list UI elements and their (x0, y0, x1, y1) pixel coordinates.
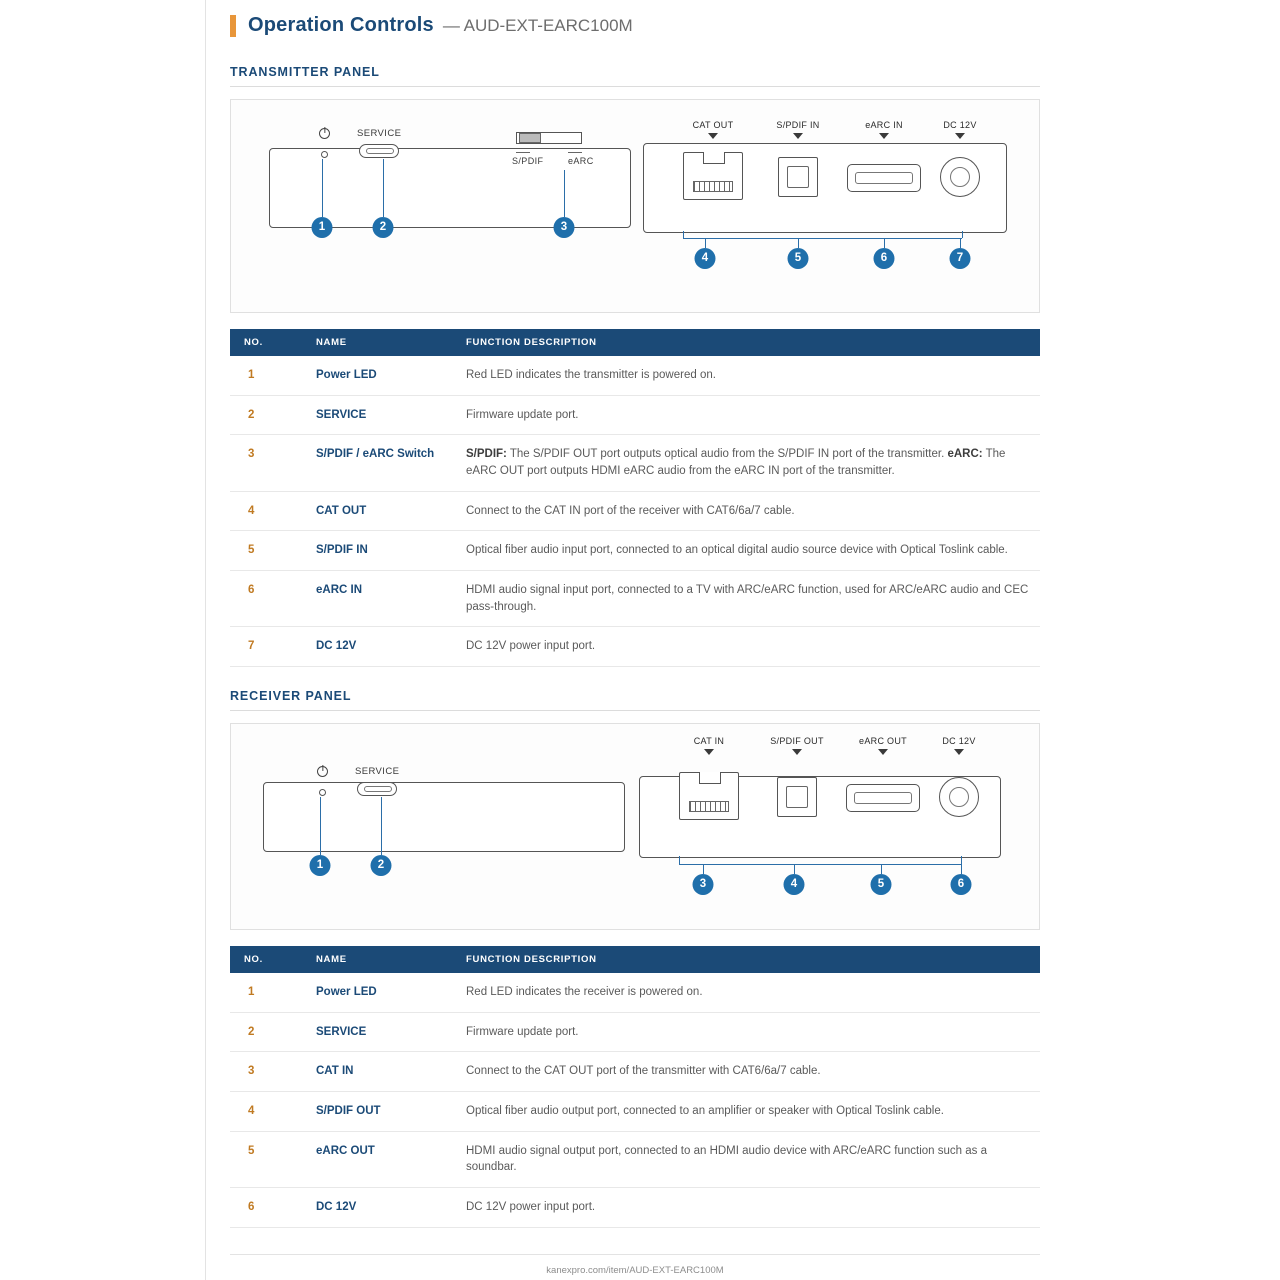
page-footer: kanexpro.com/item/AUD-EXT-EARC100M (230, 1254, 1040, 1276)
callout-arrow-spdif-out-icon (792, 749, 802, 755)
table-row (230, 1092, 1040, 1132)
th-desc-rx: FUNCTION DESCRIPTION (456, 946, 1040, 973)
th-name-tx: NAME (306, 329, 456, 356)
cell-desc: DC 12V power input port. (456, 1188, 1040, 1228)
transmitter-table (230, 329, 1040, 667)
transmitter-section-title: TRANSMITTER PANEL (230, 65, 1040, 87)
callout-arrow-cat-in-icon (704, 749, 714, 755)
page-title: Operation Controls (248, 14, 434, 36)
callout-dc12v-tx: DC 12V (943, 120, 977, 130)
callout-arrow-dc12v-rx-icon (954, 749, 964, 755)
receiver-table (230, 946, 1040, 1228)
leader-4-rx (794, 864, 795, 874)
transmitter-diagram (230, 99, 1040, 313)
cell-desc: HDMI audio signal output port, connected to an HDMI audio device with ARC/eARC function such as a soundbar. (456, 1131, 1040, 1187)
dc12v-jack-rx (939, 777, 979, 817)
cell-no: 4 (230, 1092, 306, 1132)
switch-left-leader (516, 152, 530, 153)
table-row (230, 571, 1040, 627)
bubble-5-tx: 5 (788, 248, 809, 269)
leader-2-rx (381, 797, 382, 855)
cell-no: 5 (230, 1131, 306, 1187)
callout-arrow-spdif-in-icon (793, 133, 803, 139)
cell-no: 4 (230, 491, 306, 531)
cat-out-rj45-port (683, 152, 743, 200)
leader-rail-right-tx (962, 231, 963, 238)
bubble-4-rx: 4 (784, 874, 805, 895)
cell-no: 5 (230, 531, 306, 571)
cell-name: eARC OUT (306, 1131, 456, 1187)
cell-desc: Connect to the CAT OUT port of the transmitter with CAT6/6a/7 cable. (456, 1052, 1040, 1092)
spdif-out-toslink-port (777, 777, 817, 817)
leader-rail-right-rx (961, 856, 962, 864)
service-label-rx: SERVICE (355, 766, 400, 778)
cell-desc: Red LED indicates the transmitter is powered on. (456, 356, 1040, 395)
dc12v-jack-tx (940, 157, 980, 197)
cell-name: S/PDIF / eARC Switch (306, 435, 456, 491)
leader-6-tx (884, 238, 885, 248)
table-row (230, 1052, 1040, 1092)
table-row (230, 973, 1040, 1012)
cell-no: 6 (230, 571, 306, 627)
leader-6-rx (961, 864, 962, 874)
leader-3-tx (564, 170, 565, 217)
power-led-indicator-rx (319, 789, 326, 796)
power-symbol-icon (319, 128, 330, 139)
earc-in-hdmi-port (847, 164, 921, 192)
callout-arrow-earc-in-icon (879, 133, 889, 139)
leader-3-rx (703, 864, 704, 874)
table-row (230, 531, 1040, 571)
leader-2-tx (383, 159, 384, 217)
cell-no: 7 (230, 627, 306, 667)
rj45-pins-icon (693, 181, 733, 192)
table-row (230, 1188, 1040, 1228)
cell-no: 2 (230, 1012, 306, 1052)
callout-dc12v-rx: DC 12V (942, 736, 976, 747)
cell-name: CAT OUT (306, 491, 456, 531)
header-accent-bar (230, 15, 236, 37)
cell-name: Power LED (306, 973, 456, 1012)
power-led-indicator (321, 151, 328, 158)
rj45-tab-icon-rx (699, 772, 721, 784)
page-header (230, 0, 1040, 43)
bubble-6-rx: 6 (951, 874, 972, 895)
th-desc-tx: FUNCTION DESCRIPTION (456, 329, 1040, 356)
cell-desc: S/PDIF: The S/PDIF OUT port outputs optical audio from the S/PDIF IN port of the transmitter. eARC: The eARC OUT port outputs HDMI eARC audio from the eARC IN port of the transmitter. (456, 435, 1040, 491)
cell-no: 1 (230, 973, 306, 1012)
callout-earc-out: eARC OUT (859, 736, 907, 747)
receiver-front-body (263, 782, 625, 852)
callout-cat-out: CAT OUT (692, 120, 734, 130)
bubble-3-tx: 3 (554, 217, 575, 238)
switch-label-earc: eARC (568, 156, 594, 166)
rj45-tab-icon (703, 152, 725, 164)
bubble-7-tx: 7 (950, 248, 971, 269)
cell-desc: Red LED indicates the receiver is powered on. (456, 973, 1040, 1012)
cell-desc: DC 12V power input port. (456, 627, 1040, 667)
table-row (230, 435, 1040, 491)
cell-name: Power LED (306, 356, 456, 395)
cell-desc: Connect to the CAT IN port of the receiver with CAT6/6a/7 cable. (456, 491, 1040, 531)
switch-label-spdif: S/PDIF (512, 156, 544, 166)
service-micro-usb-port-tx (359, 144, 399, 158)
bubble-2-rx: 2 (371, 855, 392, 876)
page-subtitle: — AUD-EXT-EARC100M (442, 15, 633, 35)
cell-desc: Firmware update port. (456, 1012, 1040, 1052)
callout-spdif-out: S/PDIF OUT (770, 736, 824, 747)
service-label-tx: SERVICE (357, 128, 402, 139)
cell-name: S/PDIF OUT (306, 1092, 456, 1132)
cell-name: SERVICE (306, 1012, 456, 1052)
cell-name: DC 12V (306, 1188, 456, 1228)
table-row (230, 1131, 1040, 1187)
cell-desc: Optical fiber audio output port, connected to an amplifier or speaker with Optical Toslink cable. (456, 1092, 1040, 1132)
cell-desc: Optical fiber audio input port, connected to an optical digital audio source device with Optical Toslink cable. (456, 531, 1040, 571)
callout-cat-in: CAT IN (693, 736, 725, 747)
leader-rail-left-rx (679, 856, 680, 864)
leader-rail-tx (683, 238, 962, 239)
cell-no: 3 (230, 1052, 306, 1092)
leader-4-tx (705, 238, 706, 248)
table-header-row (230, 946, 1040, 973)
cell-name: eARC IN (306, 571, 456, 627)
document-content (230, 0, 1040, 1276)
leader-5-tx (798, 238, 799, 248)
cat-in-rj45-port (679, 772, 739, 820)
leader-1-rx (320, 797, 321, 855)
earc-out-hdmi-port (846, 784, 920, 812)
switch-right-leader (568, 152, 582, 153)
table-row (230, 627, 1040, 667)
spdif-in-toslink-port (778, 157, 818, 197)
left-margin-rule (205, 0, 206, 1280)
cell-desc: HDMI audio signal input port, connected to a TV with ARC/eARC function, used for ARC/eARC audio and CEC pass-through. (456, 571, 1040, 627)
power-symbol-icon-rx (317, 766, 328, 777)
callout-earc-in: eARC IN (865, 120, 903, 130)
callout-spdif-in: S/PDIF IN (776, 120, 820, 130)
leader-rail-left-tx (683, 231, 684, 238)
cell-no: 2 (230, 395, 306, 435)
cell-name: CAT IN (306, 1052, 456, 1092)
cell-name: SERVICE (306, 395, 456, 435)
callout-arrow-cat-out-icon (708, 133, 718, 139)
bubble-2-tx: 2 (373, 217, 394, 238)
bubble-5-rx: 5 (871, 874, 892, 895)
callout-arrow-earc-out-icon (878, 749, 888, 755)
receiver-diagram (230, 723, 1040, 930)
service-micro-usb-port-rx (357, 782, 397, 796)
table-row (230, 491, 1040, 531)
cell-desc: Firmware update port. (456, 395, 1040, 435)
bubble-1-rx: 1 (310, 855, 331, 876)
th-no-rx: NO. (230, 946, 306, 973)
receiver-section-title: RECEIVER PANEL (230, 689, 1040, 711)
bubble-3-rx: 3 (693, 874, 714, 895)
table-row (230, 395, 1040, 435)
leader-rail-rx (679, 864, 961, 865)
bubble-6-tx: 6 (874, 248, 895, 269)
cell-name: DC 12V (306, 627, 456, 667)
switch-knob-tx[interactable] (519, 133, 541, 143)
bubble-4-tx: 4 (695, 248, 716, 269)
rj45-pins-icon-rx (689, 801, 729, 812)
table-header-row (230, 329, 1040, 356)
leader-1-tx (322, 159, 323, 217)
table-row (230, 356, 1040, 395)
table-row (230, 1012, 1040, 1052)
cell-no: 6 (230, 1188, 306, 1228)
cell-name: S/PDIF IN (306, 531, 456, 571)
cell-no: 3 (230, 435, 306, 491)
leader-7-tx (960, 238, 961, 248)
th-name-rx: NAME (306, 946, 456, 973)
cell-no: 1 (230, 356, 306, 395)
callout-arrow-dc12v-tx-icon (955, 133, 965, 139)
th-no-tx: NO. (230, 329, 306, 356)
leader-5-rx (881, 864, 882, 874)
bubble-1-tx: 1 (312, 217, 333, 238)
